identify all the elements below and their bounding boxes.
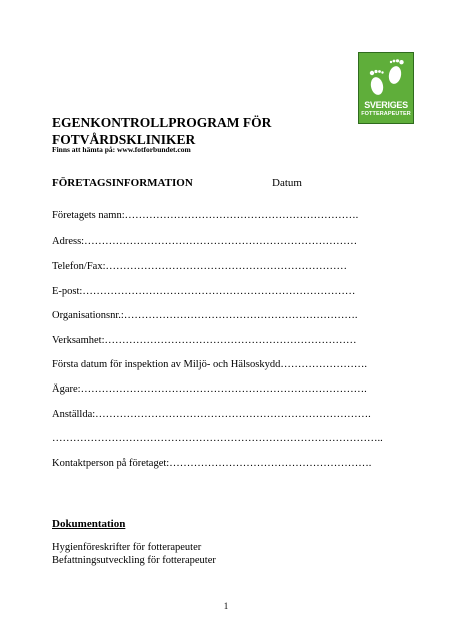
logo-text-line1: SVERIGES xyxy=(364,100,408,110)
documentation-item: Hygienföreskrifter för fotterapeuter xyxy=(52,542,202,553)
logo-text-line2: FOTTERAPEUTER xyxy=(361,111,411,117)
documentation-item: Befattningsutveckling för fotterapeuter xyxy=(52,555,216,566)
sveriges-fotterapeuter-logo xyxy=(358,52,414,124)
form-field-employees: Anställda:……………………………………………………………………. xyxy=(52,409,371,420)
form-field-contact-person: Kontaktperson på företaget:…………………………………………………. xyxy=(52,458,372,469)
documentation-heading: Dokumentation xyxy=(52,518,126,530)
document-title xyxy=(52,114,271,148)
title-line1: EGENKONTROLLPROGRAM FÖR xyxy=(52,115,272,130)
form-field-address: Adress:…………………………………………………………………… xyxy=(52,236,358,247)
form-field-business: Verksamhet:……………………………………………………………… xyxy=(52,335,357,346)
form-field-phone-fax: Telefon/Fax:…………………………………………………………… xyxy=(52,261,347,272)
page-number: 1 xyxy=(223,601,229,611)
form-field-org-number: Organisationsnr.:…………………………………………………………. xyxy=(52,310,358,321)
form-field-blank-line: ………………………………………………………………………………….. xyxy=(52,433,383,444)
date-label: Datum xyxy=(272,177,302,189)
section-heading: FÖRETAGSINFORMATION xyxy=(52,177,193,189)
form-field-first-inspection: Första datum för inspektion av Miljö- och Hälsoskydd……………………. xyxy=(52,359,367,370)
document-subtitle: Finns att hämta på: www.fotforbundet.com xyxy=(52,145,191,154)
title-line2: FOTVÅRDSKLINIKER xyxy=(52,132,196,147)
form-field-company-name: Företagets namn:…………………………………………………………. xyxy=(52,210,359,221)
form-field-owner: Ägare:………………………………………………………………………. xyxy=(52,384,367,395)
form-field-email: E-post:…………………………………………………………………… xyxy=(52,286,356,297)
